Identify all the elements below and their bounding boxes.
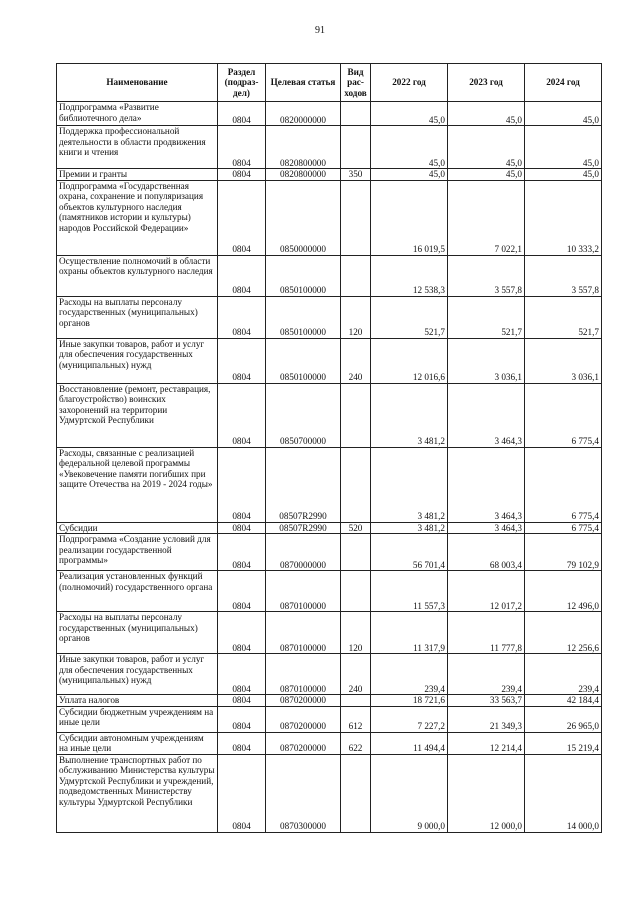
- row-value-2022: 521,7: [371, 296, 448, 338]
- row-value-2024: 26 965,0: [525, 706, 602, 732]
- row-value-2023: 33 563,7: [448, 695, 525, 707]
- row-name: Подпрограмма «Создание условий для реализации государственной программы»: [57, 534, 218, 571]
- row-target-article: 0870200000: [266, 695, 341, 707]
- row-name: Реализация установленных функций (полномочий) государственного органа: [57, 571, 218, 612]
- row-section: 0804: [218, 522, 266, 534]
- row-value-2022: 11 317,9: [371, 612, 448, 654]
- row-value-2023: 68 003,4: [448, 534, 525, 571]
- row-target-article: 0870300000: [266, 754, 341, 832]
- row-expense-type: 350: [341, 169, 371, 181]
- row-target-article: 0870100000: [266, 654, 341, 695]
- row-value-2023: 11 777,8: [448, 612, 525, 654]
- col-header-target: Целевая статья: [266, 64, 341, 102]
- row-value-2023: 12 017,2: [448, 571, 525, 612]
- table-row: [57, 754, 602, 832]
- table-row: [57, 612, 602, 654]
- col-header-expense-type: Вид рас-ходов: [341, 64, 371, 102]
- row-value-2024: 3 036,1: [525, 338, 602, 383]
- row-name: Субсидии автономным учреждениям на иные цели: [57, 732, 218, 754]
- row-expense-type: [341, 571, 371, 612]
- row-value-2024: 3 557,8: [525, 255, 602, 296]
- row-name: Выполнение транспортных работ по обслуживанию Министерства культуры Удмуртской Республики и учреждений, подведомственных Министерству культуры Удмуртской Республики: [57, 754, 218, 832]
- table-row: [57, 571, 602, 612]
- row-section: 0804: [218, 732, 266, 754]
- table-row: [57, 522, 602, 534]
- table-row: [57, 695, 602, 707]
- row-value-2022: 18 721,6: [371, 695, 448, 707]
- row-name: Расходы на выплаты персоналу государственных (муниципальных) органов: [57, 296, 218, 338]
- row-target-article: 0850100000: [266, 338, 341, 383]
- row-value-2024: 79 102,9: [525, 534, 602, 571]
- row-value-2023: 521,7: [448, 296, 525, 338]
- col-header-section: Раздел (подраз-дел): [218, 64, 266, 102]
- row-expense-type: [341, 534, 371, 571]
- row-name: Иные закупки товаров, работ и услуг для обеспечения государственных (муниципальных) нужд: [57, 338, 218, 383]
- row-name: Поддержка профессиональной деятельности в области продвижения книги и чтения: [57, 126, 218, 169]
- row-name: Восстановление (ремонт, реставрация, благоустройство) воинских захоронений на территории Удмуртской Республики: [57, 383, 218, 447]
- row-section: 0804: [218, 706, 266, 732]
- row-target-article: 0870000000: [266, 534, 341, 571]
- row-value-2024: 521,7: [525, 296, 602, 338]
- row-expense-type: [341, 754, 371, 832]
- row-section: 0804: [218, 169, 266, 181]
- row-target-article: 0870100000: [266, 571, 341, 612]
- row-name: Субсидии: [57, 522, 218, 534]
- row-value-2022: 45,0: [371, 126, 448, 169]
- row-value-2022: 9 000,0: [371, 754, 448, 832]
- row-value-2023: 3 036,1: [448, 338, 525, 383]
- row-target-article: 0850700000: [266, 383, 341, 447]
- row-value-2022: 45,0: [371, 169, 448, 181]
- row-section: 0804: [218, 255, 266, 296]
- row-target-article: 0870100000: [266, 612, 341, 654]
- row-section: 0804: [218, 695, 266, 707]
- table-row: [57, 706, 602, 732]
- row-section: 0804: [218, 754, 266, 832]
- row-section: 0804: [218, 338, 266, 383]
- row-value-2023: 239,4: [448, 654, 525, 695]
- col-header-2022: 2022 год: [371, 64, 448, 102]
- row-expense-type: 120: [341, 296, 371, 338]
- row-target-article: 0820800000: [266, 169, 341, 181]
- row-expense-type: 240: [341, 654, 371, 695]
- row-name: Уплата налогов: [57, 695, 218, 707]
- row-value-2023: 45,0: [448, 126, 525, 169]
- row-section: 0804: [218, 296, 266, 338]
- row-value-2023: 3 464,3: [448, 447, 525, 522]
- row-target-article: 0850100000: [266, 255, 341, 296]
- row-value-2024: 45,0: [525, 102, 602, 126]
- row-value-2022: 12 016,6: [371, 338, 448, 383]
- table-row: [57, 296, 602, 338]
- row-section: 0804: [218, 180, 266, 255]
- row-value-2023: 45,0: [448, 169, 525, 181]
- row-target-article: 0850100000: [266, 296, 341, 338]
- row-expense-type: [341, 383, 371, 447]
- row-name: Расходы на выплаты персоналу государственных (муниципальных) органов: [57, 612, 218, 654]
- row-value-2024: 6 775,4: [525, 383, 602, 447]
- row-value-2024: 42 184,4: [525, 695, 602, 707]
- row-expense-type: [341, 695, 371, 707]
- row-target-article: 08507R2990: [266, 447, 341, 522]
- row-expense-type: [341, 447, 371, 522]
- row-target-article: 0870200000: [266, 706, 341, 732]
- row-name: Подпрограмма «Развитие библиотечного дела»: [57, 102, 218, 126]
- table-row: [57, 126, 602, 169]
- row-section: 0804: [218, 612, 266, 654]
- row-value-2022: 11 494,4: [371, 732, 448, 754]
- budget-table: [56, 63, 602, 833]
- row-value-2024: 12 256,6: [525, 612, 602, 654]
- row-expense-type: [341, 126, 371, 169]
- row-value-2022: 12 538,3: [371, 255, 448, 296]
- row-name: Иные закупки товаров, работ и услуг для обеспечения государственных (муниципальных) нужд: [57, 654, 218, 695]
- row-expense-type: 622: [341, 732, 371, 754]
- row-value-2023: 3 464,3: [448, 522, 525, 534]
- row-section: 0804: [218, 126, 266, 169]
- row-value-2022: 3 481,2: [371, 447, 448, 522]
- row-section: 0804: [218, 534, 266, 571]
- row-expense-type: [341, 102, 371, 126]
- row-section: 0804: [218, 102, 266, 126]
- row-name: Субсидии бюджетным учреждениям на иные цели: [57, 706, 218, 732]
- row-value-2024: 15 219,4: [525, 732, 602, 754]
- row-target-article: 0850000000: [266, 180, 341, 255]
- row-value-2022: 3 481,2: [371, 383, 448, 447]
- table-row: [57, 732, 602, 754]
- table-row: [57, 102, 602, 126]
- row-section: 0804: [218, 383, 266, 447]
- col-header-2024: 2024 год: [525, 64, 602, 102]
- row-value-2024: 6 775,4: [525, 447, 602, 522]
- row-value-2023: 7 022,1: [448, 180, 525, 255]
- row-value-2024: 239,4: [525, 654, 602, 695]
- row-value-2022: 56 701,4: [371, 534, 448, 571]
- row-section: 0804: [218, 571, 266, 612]
- row-value-2023: 12 000,0: [448, 754, 525, 832]
- row-value-2023: 45,0: [448, 102, 525, 126]
- row-name: Расходы, связанные с реализацией федеральной целевой программы «Увековечение памяти погибших при защите Отечества на 2019 - 2024 годы»: [57, 447, 218, 522]
- row-target-article: 0870200000: [266, 732, 341, 754]
- table-row: [57, 534, 602, 571]
- table-row: [57, 169, 602, 181]
- row-value-2022: 239,4: [371, 654, 448, 695]
- row-expense-type: [341, 180, 371, 255]
- table-row: [57, 338, 602, 383]
- row-value-2024: 10 333,2: [525, 180, 602, 255]
- table-row: [57, 383, 602, 447]
- table-row: [57, 654, 602, 695]
- row-value-2022: 16 019,5: [371, 180, 448, 255]
- table-row: [57, 447, 602, 522]
- row-target-article: 08507R2990: [266, 522, 341, 534]
- row-target-article: 0820800000: [266, 126, 341, 169]
- row-target-article: 0820000000: [266, 102, 341, 126]
- row-value-2022: 3 481,2: [371, 522, 448, 534]
- row-value-2024: 45,0: [525, 169, 602, 181]
- row-value-2022: 7 227,2: [371, 706, 448, 732]
- table-row: [57, 255, 602, 296]
- row-value-2023: 3 557,8: [448, 255, 525, 296]
- col-header-2023: 2023 год: [448, 64, 525, 102]
- row-name: Подпрограмма «Государственная охрана, сохранение и популяризация объектов культурного наследия (памятников истории и культуры) народов Российской Федерации»: [57, 180, 218, 255]
- row-value-2024: 14 000,0: [525, 754, 602, 832]
- col-header-name: Наименование: [57, 64, 218, 102]
- page-number: 91: [315, 25, 325, 36]
- row-value-2023: 12 214,4: [448, 732, 525, 754]
- row-expense-type: [341, 255, 371, 296]
- row-name: Осуществление полномочий в области охраны объектов культурного наследия: [57, 255, 218, 296]
- table-row: [57, 180, 602, 255]
- table-header-row: [57, 64, 602, 102]
- row-expense-type: 612: [341, 706, 371, 732]
- row-value-2024: 12 496,0: [525, 571, 602, 612]
- row-value-2022: 11 557,3: [371, 571, 448, 612]
- row-value-2022: 45,0: [371, 102, 448, 126]
- row-expense-type: 120: [341, 612, 371, 654]
- row-expense-type: 520: [341, 522, 371, 534]
- row-value-2024: 6 775,4: [525, 522, 602, 534]
- row-section: 0804: [218, 447, 266, 522]
- row-section: 0804: [218, 654, 266, 695]
- row-name: Премии и гранты: [57, 169, 218, 181]
- row-value-2024: 45,0: [525, 126, 602, 169]
- row-value-2023: 3 464,3: [448, 383, 525, 447]
- row-expense-type: 240: [341, 338, 371, 383]
- row-value-2023: 21 349,3: [448, 706, 525, 732]
